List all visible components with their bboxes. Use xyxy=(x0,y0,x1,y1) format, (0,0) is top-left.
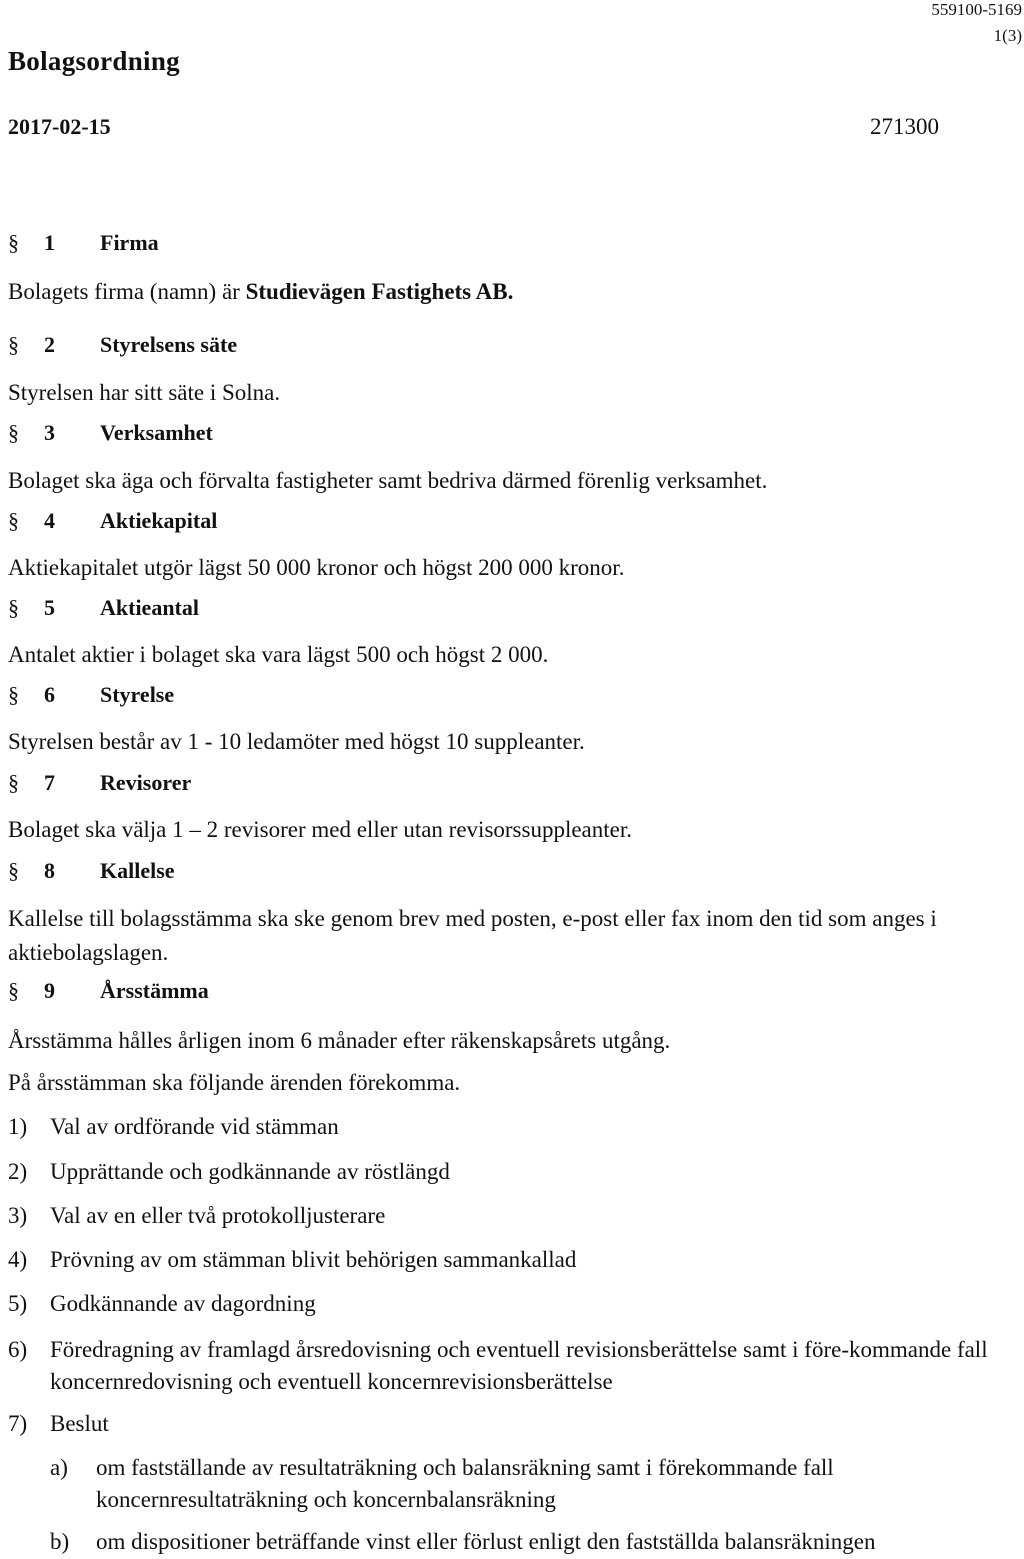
document-title: Bolagsordning xyxy=(8,46,180,76)
section-number: 7 xyxy=(44,770,55,795)
section-symbol: § xyxy=(8,332,19,357)
section-symbol: § xyxy=(8,858,19,883)
section-title: Verksamhet xyxy=(100,420,213,445)
document-date: 2017-02-15 xyxy=(8,114,111,139)
paragraph-arsstamma-2: På årsstämman ska följande ärenden förekomma. xyxy=(8,1070,461,1095)
list-item-text: Föredragning av framlagd årsredovisning och eventuell revisionsberättelse samt i före-kommande fall koncernredovisning och eventuell koncernrevisionsberättelse xyxy=(50,1337,988,1394)
section-title: Firma xyxy=(100,230,159,255)
org-number: 559100-5169 xyxy=(931,0,1022,19)
section-symbol: § xyxy=(8,978,19,1003)
paragraph-verksamhet: Bolaget ska äga och förvalta fastigheter samt bedriva därmed förenlig verksamhet. xyxy=(8,468,768,493)
section-symbol: § xyxy=(8,682,19,707)
list-marker: 4) xyxy=(8,1247,28,1272)
section-title: Årsstämma xyxy=(100,978,209,1003)
section-heading-3 xyxy=(8,420,213,446)
section-heading-1 xyxy=(8,230,159,256)
paragraph-revisorer: Bolaget ska välja 1 – 2 revisorer med eller utan revisorssuppleanter. xyxy=(8,817,632,842)
list-marker: 2) xyxy=(8,1159,28,1184)
firma-prefix: Bolagets firma (namn) är xyxy=(8,279,246,304)
page-indicator: 1(3) xyxy=(993,26,1022,45)
sub-list-item-text: om fastställande av resultaträkning och balansräkning samt i förekommande fall koncernresultaträkning och koncernbalansräkning xyxy=(96,1455,834,1512)
section-title: Styrelsens säte xyxy=(100,332,238,357)
sub-list-item-text: om dispositioner beträffande vinst eller förlust enligt den fastställda balansräkningen xyxy=(96,1529,876,1554)
paragraph-sate: Styrelsen har sitt säte i Solna. xyxy=(8,380,281,405)
section-heading-6 xyxy=(8,682,174,708)
section-number: 4 xyxy=(44,508,55,533)
section-number: 3 xyxy=(44,420,55,445)
list-marker: 7) xyxy=(8,1411,28,1436)
list-marker: 6) xyxy=(8,1337,28,1362)
section-symbol: § xyxy=(8,595,19,620)
section-heading-4 xyxy=(8,508,217,534)
section-title: Styrelse xyxy=(100,682,175,707)
section-title: Kallelse xyxy=(100,858,175,883)
list-item-text: Prövning av om stämman blivit behörigen sammankallad xyxy=(50,1247,577,1272)
section-number: 2 xyxy=(44,332,55,357)
section-symbol: § xyxy=(8,770,19,795)
section-heading-9 xyxy=(8,978,209,1004)
section-heading-7 xyxy=(8,770,191,796)
firma-suffix: . xyxy=(507,279,514,304)
section-heading-2 xyxy=(8,332,237,358)
list-marker: 1) xyxy=(8,1114,28,1139)
section-title: Aktieantal xyxy=(100,595,199,620)
paragraph-aktiekapital: Aktiekapitalet utgör lägst 50 000 kronor och högst 200 000 kronor. xyxy=(8,555,625,580)
section-title: Aktiekapital xyxy=(100,508,218,533)
list-item-text: Upprättande och godkännande av röstlängd xyxy=(50,1159,450,1184)
section-symbol: § xyxy=(8,230,19,255)
section-number: 8 xyxy=(44,858,55,883)
section-heading-5 xyxy=(8,595,199,621)
list-item-text: Val av ordförande vid stämman xyxy=(50,1114,339,1139)
section-symbol: § xyxy=(8,420,19,445)
sub-list-marker: a) xyxy=(50,1455,68,1480)
sub-list-marker: b) xyxy=(50,1529,70,1554)
paragraph-arsstamma-1: Årsstämma hålles årligen inom 6 månader efter räkenskapsårets utgång. xyxy=(8,1028,671,1053)
firma-name: Studievägen Fastighets AB xyxy=(245,279,508,304)
list-item-text: Beslut xyxy=(50,1411,109,1436)
list-item-text: Val av en eller två protokolljusterare xyxy=(50,1203,386,1228)
section-number: 1 xyxy=(44,230,55,255)
section-symbol: § xyxy=(8,508,19,533)
paragraph-styrelse: Styrelsen består av 1 - 10 ledamöter med högst 10 suppleanter. xyxy=(8,729,585,754)
paragraph-kallelse: Kallelse till bolagsstämma ska ske genom brev med posten, e-post eller fax inom den tid som anges i aktiebolagslagen. xyxy=(8,906,937,965)
section-title: Revisorer xyxy=(100,770,192,795)
section-number: 5 xyxy=(44,595,55,620)
section-heading-8 xyxy=(8,858,175,884)
paragraph-aktieantal: Antalet aktier i bolaget ska vara lägst 500 och högst 2 000. xyxy=(8,642,549,667)
section-number: 9 xyxy=(44,978,55,1003)
list-marker: 3) xyxy=(8,1203,28,1228)
list-item-text: Godkännande av dagordning xyxy=(50,1291,316,1316)
paragraph-firma xyxy=(8,275,513,309)
document-reference: 271300 xyxy=(870,114,939,139)
section-number: 6 xyxy=(44,682,55,707)
list-marker: 5) xyxy=(8,1291,28,1316)
